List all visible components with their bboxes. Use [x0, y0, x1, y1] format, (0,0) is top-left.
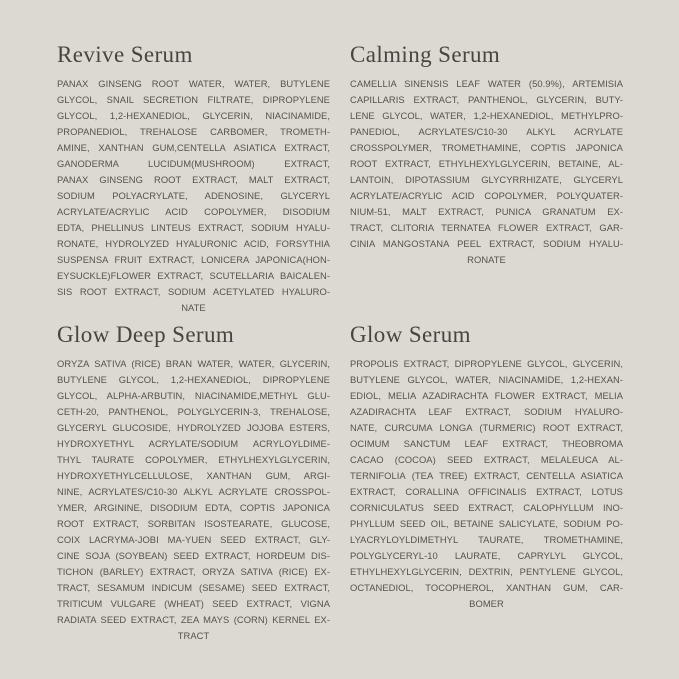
- ingredients-line: TRITICUM VULGARE (WHEAT) SEED EXTRACT, VIGNA: [57, 598, 330, 609]
- ingredients-line: SIS ROOT EXTRACT, SODIUM ACETYLATED HYALURO-: [57, 286, 330, 297]
- section-revive-serum: [57, 41, 330, 316]
- ingredients-line: GLYCERYL GLUCOSIDE, HYDROLYZED JOJOBA ESTERS,: [57, 422, 330, 433]
- ingredients-line: BOMER: [469, 598, 504, 609]
- ingredients-line: PANAX GINSENG ROOT EXTRACT, MALT EXTRACT,: [57, 174, 330, 185]
- ingredients-line: TRACT, CLITORIA TERNATEA FLOWER EXTRACT, GAR-: [350, 222, 623, 233]
- ingredients-line: GLYCOL, 1,2-HEXANEDIOL, GLYCERIN, NIACINAMIDE,: [57, 110, 330, 121]
- ingredients-list-glow-serum: [350, 356, 623, 612]
- ingredients-line: LANTOIN, DIPOTASSIUM GLYCYRRHIZATE, GLYCERYL: [350, 174, 623, 185]
- ingredients-line: NIUM-51, MALT EXTRACT, PUNICA GRANATUM EX-: [350, 206, 623, 217]
- section-title-revive-serum: Revive Serum: [57, 42, 193, 67]
- ingredients-line: ORYZA SATIVA (RICE) BRAN WATER, WATER, GLYCERIN,: [57, 358, 330, 369]
- ingredients-line: ACRYLATE/ACRYLIC ACID COPOLYMER, POLYQUATER-: [350, 190, 623, 201]
- ingredients-line: RADIATA SEED EXTRACT, ZEA MAYS (CORN) KERNEL EX-: [57, 614, 330, 625]
- ingredients-line: CAMELLIA SINENSIS LEAF WATER (50.9%), ARTEMISIA: [350, 78, 623, 89]
- ingredients-line: HYDROXYETHYL ACRYLATE/SODIUM ACRYLOYLDIME-: [57, 438, 330, 449]
- ingredients-line: CINIA MANGOSTANA PEEL EXTRACT, SODIUM HYALU-: [350, 238, 623, 249]
- ingredients-line: RONATE: [467, 254, 506, 265]
- section-glow-serum: [350, 321, 623, 612]
- ingredients-line: ACRYLATE/ACRYLIC ACID COPOLYMER, DISODIUM: [57, 206, 330, 217]
- ingredients-line: AMINE, XANTHAN GUM,CENTELLA ASIATICA EXTRACT,: [57, 142, 330, 153]
- ingredients-line: ROOT EXTRACT, ETHYLHEXYLGLYCERIN, BETAINE, AL-: [350, 158, 623, 169]
- ingredients-line: PANAX GINSENG ROOT WATER, WATER, BUTYLENE: [57, 78, 330, 89]
- ingredients-line: CINE SOJA (SOYBEAN) SEED EXTRACT, HORDEUM DIS-: [57, 550, 330, 561]
- ingredients-line: PHYLLUM SEED OIL, BETAINE SALICYLATE, SODIUM PO-: [350, 518, 623, 529]
- ingredients-line: PROPOLIS EXTRACT, DIPROPYLENE GLYCOL, GLYCERIN,: [350, 358, 623, 369]
- ingredients-line: RONATE, HYDROLYZED HYALURONIC ACID, FORSYTHIA: [57, 238, 330, 249]
- ingredients-line: TRACT, SESAMUM INDICUM (SESAME) SEED EXTRACT,: [57, 582, 330, 593]
- ingredients-line: GLYCOL, SNAIL SECRETION FILTRATE, DIPROPYLENE: [57, 94, 330, 105]
- ingredients-line: COIX LACRYMA-JOBI MA-YUEN SEED EXTRACT, GLY-: [57, 534, 330, 545]
- ingredients-line: SUSPENSA FRUIT EXTRACT, LONICERA JAPONICA(HON-: [57, 254, 330, 265]
- ingredients-line: NATE, CURCUMA LONGA (TURMERIC) ROOT EXTRACT,: [350, 422, 623, 433]
- ingredients-line: GLYCOL, ALPHA-ARBUTIN, NIACINAMIDE,METHYL GLU-: [57, 390, 330, 401]
- ingredients-line: ETHYLHEXYLGLYCERIN, DEXTRIN, PENTYLENE GLYCOL,: [350, 566, 623, 577]
- ingredients-line: EDTA, PHELLINUS LINTEUS EXTRACT, SODIUM HYALU-: [57, 222, 330, 233]
- ingredients-line: LYACRYLOYLDIMETHYL TAURATE, TROMETHAMINE,: [350, 534, 623, 545]
- ingredients-line: EYSUCKLE)FLOWER EXTRACT, SCUTELLARIA BAICALEN-: [57, 270, 330, 281]
- ingredients-line: EXTRACT, CORALLINA OFFICINALIS EXTRACT, LOTUS: [350, 486, 623, 497]
- ingredients-line: CETH-20, PANTHENOL, POLYGLYCERIN-3, TREHALOSE,: [57, 406, 330, 417]
- ingredients-line: TERNIFOLIA (TEA TREE) EXTRACT, CENTELLA ASIATICA: [350, 470, 623, 481]
- ingredients-line: TRACT: [177, 630, 210, 641]
- ingredients-line: CAPILLARIS EXTRACT, PANTHENOL, GLYCERIN, BUTY-: [350, 94, 623, 105]
- ingredients-line: NINE, ACRYLATES/C10-30 ALKYL ACRYLATE CROSSPOL-: [57, 486, 330, 497]
- ingredients-line: SODIUM POLYACRYLATE, ADENOSINE, GLYCERYL: [57, 190, 330, 201]
- ingredients-line: CACAO (COCOA) SEED EXTRACT, MELALEUCA AL-: [350, 454, 623, 465]
- ingredients-line: BUTYLENE GLYCOL, 1,2-HEXANEDIOL, DIPROPYLENE: [57, 374, 330, 385]
- ingredients-list-glow-deep-serum: [57, 356, 330, 644]
- ingredients-line: PROPANEDIOL, TREHALOSE CARBOMER, TROMETH-: [57, 126, 330, 137]
- ingredients-line: NATE: [181, 302, 206, 313]
- ingredients-line: LENE GLYCOL, WATER, 1,2-HEXANEDIOL, METHYLPRO-: [350, 110, 623, 121]
- ingredients-line: BUTYLENE GLYCOL, WATER, NIACINAMIDE, 1,2-HEXAN-: [350, 374, 623, 385]
- ingredients-line: THYL TAURATE COPOLYMER, ETHYLHEXYLGLYCERIN,: [57, 454, 330, 465]
- section-title-glow-deep-serum: Glow Deep Serum: [57, 322, 235, 347]
- ingredients-line: POLYGLYCERYL-10 LAURATE, CAPRYLYL GLYCOL,: [350, 550, 623, 561]
- section-title-glow-serum: Glow Serum: [350, 322, 471, 347]
- ingredients-line: EDIOL, MELIA AZADIRACHTA FLOWER EXTRACT, MELIA: [350, 390, 623, 401]
- ingredients-line: OCTANEDIOL, TOCOPHEROL, XANTHAN GUM, CAR-: [350, 582, 623, 593]
- ingredients-line: OCIMUM SANCTUM LEAF EXTRACT, THEOBROMA: [350, 438, 623, 449]
- ingredients-line: AZADIRACHTA LEAF EXTRACT, SODIUM HYALURO-: [350, 406, 623, 417]
- ingredients-line: GANODERMA LUCIDUM(MUSHROOM) EXTRACT,: [57, 158, 330, 169]
- ingredients-line: ROOT EXTRACT, SORBITAN ISOSTEARATE, GLUCOSE,: [57, 518, 330, 529]
- section-title-calming-serum: Calming Serum: [350, 42, 501, 67]
- ingredients-line: PANEDIOL, ACRYLATES/C10-30 ALKYL ACRYLATE: [350, 126, 623, 137]
- ingredients-line: CROSSPOLYMER, TROMETHAMINE, COPTIS JAPONICA: [350, 142, 623, 153]
- ingredients-line: CORNICULATUS SEED EXTRACT, CALOPHYLLUM INO-: [350, 502, 623, 513]
- ingredients-line: TICHON (BARLEY) EXTRACT, ORYZA SATIVA (RICE) EX-: [57, 566, 330, 577]
- ingredients-line: YMER, ARGININE, DISODIUM EDTA, COPTIS JAPONICA: [57, 502, 330, 513]
- ingredients-list-calming-serum: [350, 76, 623, 268]
- section-glow-deep-serum: [57, 321, 330, 644]
- ingredients-line: HYDROXYETHYLCELLULOSE, XANTHAN GUM, ARGI-: [57, 470, 330, 481]
- section-calming-serum: [350, 41, 623, 268]
- ingredients-list-revive-serum: [57, 76, 330, 316]
